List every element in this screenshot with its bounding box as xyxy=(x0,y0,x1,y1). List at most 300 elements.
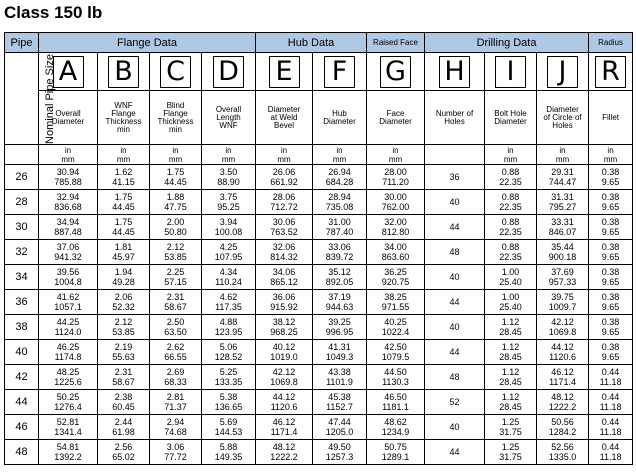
units-blank xyxy=(5,145,39,165)
pipe-size-cell: 48 xyxy=(5,440,39,465)
value-mm: 971.55 xyxy=(381,302,410,312)
unit-in: in xyxy=(559,145,566,155)
value-in: 30.06 xyxy=(272,217,296,227)
nominal-pipe-size-header xyxy=(5,53,56,145)
letter-box: B xyxy=(108,56,139,88)
value-in: 3.75 xyxy=(219,192,238,202)
cell-a xyxy=(39,415,98,440)
value-in: 0.38 xyxy=(601,242,620,252)
cell-d xyxy=(202,190,256,215)
value-mm: 123.95 xyxy=(214,327,243,337)
value-in: 2.25 xyxy=(166,267,185,277)
value-mm: 9.65 xyxy=(601,177,620,187)
unit-in: in xyxy=(64,145,72,155)
cell-i xyxy=(485,440,537,465)
value-in: 32.94 xyxy=(56,192,80,202)
value-in: 46.12 xyxy=(272,417,296,427)
value-mm: 25.40 xyxy=(499,277,522,287)
cell-a xyxy=(39,440,98,465)
value-mm: 63.50 xyxy=(164,327,187,337)
column-units-b xyxy=(98,145,150,165)
units-row xyxy=(5,145,633,165)
value-in: 5.06 xyxy=(219,342,238,352)
value-mm: 11.18 xyxy=(599,402,622,412)
value-mm: 28.45 xyxy=(499,327,522,337)
value-mm: 763.52 xyxy=(270,227,298,237)
value-mm: 68.33 xyxy=(164,377,187,387)
value-mm: 88.90 xyxy=(217,177,240,187)
cell-i xyxy=(485,240,537,265)
value-in: 40.25 xyxy=(384,317,407,327)
value-mm: 44.45 xyxy=(112,227,135,237)
cell-d xyxy=(202,415,256,440)
cell-r xyxy=(589,240,633,265)
unit-in: in xyxy=(120,145,127,155)
table-body xyxy=(5,33,633,465)
description-line: Overall xyxy=(55,108,81,118)
value-mm: 53.85 xyxy=(112,327,135,337)
value-in: 2.94 xyxy=(166,417,185,427)
description-line: Bolt Hole xyxy=(494,108,527,118)
value-in: 33.06 xyxy=(328,242,351,252)
cell-j xyxy=(537,390,589,415)
value-in: 4.25 xyxy=(219,242,238,252)
cell-r xyxy=(589,265,633,290)
cell-d xyxy=(202,165,256,190)
table-row xyxy=(5,215,633,240)
value-in: 1.81 xyxy=(114,242,133,252)
value-mm: 1392.2 xyxy=(54,452,82,462)
value-mm: 1222.2 xyxy=(548,402,577,412)
column-description-h xyxy=(425,91,485,145)
description-line: Diameter xyxy=(323,116,356,126)
cell-h: 36 xyxy=(425,165,485,190)
value-mm: 996.95 xyxy=(325,327,354,337)
value-in: 52.81 xyxy=(56,417,80,427)
description-row xyxy=(5,91,633,145)
description-line: Flange xyxy=(163,108,188,118)
cell-h: 44 xyxy=(425,440,485,465)
cell-d xyxy=(202,340,256,365)
value-in: 39.25 xyxy=(328,317,351,327)
cell-r xyxy=(589,340,633,365)
value-in: 30.94 xyxy=(56,167,80,177)
value-in: 0.38 xyxy=(601,192,620,202)
value-mm: 71.37 xyxy=(164,402,187,412)
column-description-e xyxy=(256,91,313,145)
column-units-r xyxy=(589,145,633,165)
value-in: 2.50 xyxy=(166,317,185,327)
unit-mm: mm xyxy=(503,154,518,164)
cell-r xyxy=(589,415,633,440)
value-mm: 1120.6 xyxy=(270,402,298,412)
letter-box: R xyxy=(595,56,626,88)
value-in: 0.38 xyxy=(601,167,620,177)
cell-j xyxy=(537,165,589,190)
pipe-size-cell: 44 xyxy=(5,390,39,415)
value-mm: 28.45 xyxy=(499,352,522,362)
cell-f xyxy=(313,415,367,440)
value-mm: 1181.1 xyxy=(382,402,409,412)
cell-i xyxy=(485,390,537,415)
value-mm: 31.75 xyxy=(499,427,522,437)
letter-row xyxy=(5,53,633,91)
value-mm: 1174.8 xyxy=(54,352,82,362)
table-row xyxy=(5,265,633,290)
value-in: 0.38 xyxy=(601,292,620,302)
value-in: 2.62 xyxy=(166,342,185,352)
cell-h: 40 xyxy=(425,315,485,340)
value-mm: 661.92 xyxy=(270,177,298,187)
cell-d xyxy=(202,215,256,240)
cell-c xyxy=(150,390,202,415)
column-units-j xyxy=(537,145,589,165)
cell-e xyxy=(256,165,313,190)
value-in: 35.12 xyxy=(328,267,351,277)
value-mm: 58.67 xyxy=(164,302,187,312)
description-line: Diameter xyxy=(379,116,412,126)
value-mm: 1101.9 xyxy=(326,377,353,387)
value-mm: 892.05 xyxy=(325,277,354,287)
pipe-size-cell: 34 xyxy=(5,265,39,290)
value-in: 3.50 xyxy=(219,167,238,177)
value-mm: 1124.0 xyxy=(54,327,82,337)
cell-f xyxy=(313,290,367,315)
value-mm: 9.65 xyxy=(601,202,620,212)
table-row xyxy=(5,440,633,465)
cell-b xyxy=(98,365,150,390)
value-in: 0.88 xyxy=(501,167,520,177)
cell-j xyxy=(537,415,589,440)
cell-g xyxy=(367,215,425,240)
description-line: of Circle of xyxy=(543,112,582,122)
value-mm: 9.65 xyxy=(601,327,620,337)
value-in: 42.12 xyxy=(551,317,574,327)
unit-mm: mm xyxy=(277,154,291,164)
letter-box: J xyxy=(547,56,578,88)
cell-g xyxy=(367,165,425,190)
value-mm: 1079.5 xyxy=(381,352,410,362)
value-mm: 25.40 xyxy=(499,302,522,312)
pipe-size-cell: 32 xyxy=(5,240,39,265)
unit-mm: mm xyxy=(555,154,570,164)
cell-g xyxy=(367,240,425,265)
column-units-d xyxy=(202,145,256,165)
value-mm: 11.18 xyxy=(599,377,622,387)
pipe-size-cell: 26 xyxy=(5,165,39,190)
cell-j xyxy=(537,265,589,290)
description-line: Flange xyxy=(111,108,136,118)
column-description-d xyxy=(202,91,256,145)
cell-d xyxy=(202,390,256,415)
cell-d xyxy=(202,240,256,265)
unit-in: in xyxy=(392,145,399,155)
cell-b xyxy=(98,315,150,340)
value-in: 1.25 xyxy=(501,417,520,427)
value-mm: 11.18 xyxy=(599,427,622,437)
value-mm: 785.88 xyxy=(54,177,82,187)
cell-c xyxy=(150,340,202,365)
value-in: 46.12 xyxy=(551,367,574,377)
letter-box: H xyxy=(439,56,470,88)
letter-box: I xyxy=(495,56,526,88)
value-mm: 41.15 xyxy=(112,177,135,187)
cell-i xyxy=(485,340,537,365)
value-in: 5.88 xyxy=(219,442,238,452)
value-mm: 55.63 xyxy=(112,352,135,362)
value-mm: 9.65 xyxy=(601,352,620,362)
value-mm: 735.08 xyxy=(325,202,354,212)
cell-j xyxy=(537,290,589,315)
description-line: Diameter xyxy=(267,104,301,114)
cell-r xyxy=(589,365,633,390)
value-mm: 9.65 xyxy=(601,302,620,312)
cell-e xyxy=(256,440,313,465)
column-letter-i xyxy=(485,53,537,91)
cell-j xyxy=(537,240,589,265)
column-letter-r xyxy=(589,53,633,91)
description-line: Hub xyxy=(332,108,347,118)
column-letter-j xyxy=(537,53,589,91)
description-line: WNF xyxy=(219,120,238,130)
group-raised-face: Raised Face xyxy=(367,33,425,53)
value-in: 48.12 xyxy=(272,442,296,452)
value-mm: 117.35 xyxy=(215,302,242,312)
value-mm: 133.35 xyxy=(214,377,243,387)
cell-f xyxy=(313,340,367,365)
value-in: 26.94 xyxy=(328,167,351,177)
description-line: Diameter xyxy=(51,116,85,126)
value-mm: 22.35 xyxy=(499,177,522,187)
cell-a xyxy=(39,190,98,215)
value-in: 1.75 xyxy=(114,217,133,227)
column-units-e xyxy=(256,145,313,165)
table-row xyxy=(5,165,633,190)
value-mm: 839.72 xyxy=(325,252,354,262)
value-in: 50.25 xyxy=(56,392,80,402)
cell-j xyxy=(537,440,589,465)
cell-r xyxy=(589,290,633,315)
value-mm: 836.68 xyxy=(54,202,82,212)
cell-h: 40 xyxy=(425,265,485,290)
value-in: 1.00 xyxy=(501,292,520,302)
value-mm: 795.27 xyxy=(548,202,577,212)
column-letter-h xyxy=(425,53,485,91)
value-in: 37.06 xyxy=(56,242,80,252)
value-mm: 941.32 xyxy=(54,252,82,262)
cell-b xyxy=(98,390,150,415)
pipe-size-cell: 46 xyxy=(5,415,39,440)
value-in: 44.50 xyxy=(384,367,407,377)
cell-a xyxy=(39,390,98,415)
nominal-pipe-size-label: Nominal Pipe Size xyxy=(43,53,56,144)
cell-b xyxy=(98,190,150,215)
cell-a xyxy=(39,290,98,315)
value-in: 30.00 xyxy=(384,192,407,202)
cell-i xyxy=(485,215,537,240)
table-row xyxy=(5,315,633,340)
value-mm: 915.92 xyxy=(270,302,298,312)
description-line: Length xyxy=(216,112,241,122)
value-in: 0.44 xyxy=(601,417,620,427)
value-mm: 1222.2 xyxy=(270,452,298,462)
cell-b xyxy=(98,265,150,290)
value-mm: 1257.3 xyxy=(325,452,354,462)
value-in: 36.06 xyxy=(272,292,296,302)
value-mm: 1171.4 xyxy=(270,427,298,437)
cell-j xyxy=(537,315,589,340)
value-in: 0.44 xyxy=(601,367,620,377)
description-line: Blind xyxy=(166,100,185,110)
value-in: 36.25 xyxy=(384,267,407,277)
cell-g xyxy=(367,365,425,390)
cell-g xyxy=(367,390,425,415)
value-in: 38.12 xyxy=(272,317,296,327)
cell-i xyxy=(485,315,537,340)
letter-box: A xyxy=(53,56,84,88)
flange-spec-table xyxy=(4,32,633,465)
value-in: 33.31 xyxy=(551,217,574,227)
value-mm: 920.75 xyxy=(381,277,410,287)
value-in: 0.38 xyxy=(601,217,620,227)
cell-r xyxy=(589,190,633,215)
cell-a xyxy=(39,215,98,240)
value-in: 4.62 xyxy=(219,292,238,302)
cell-b xyxy=(98,415,150,440)
cell-b xyxy=(98,440,150,465)
value-mm: 968.25 xyxy=(270,327,298,337)
value-mm: 44.45 xyxy=(112,202,135,212)
table-row xyxy=(5,240,633,265)
cell-g xyxy=(367,290,425,315)
pipe-size-cell: 40 xyxy=(5,340,39,365)
cell-i xyxy=(485,165,537,190)
value-in: 28.06 xyxy=(272,192,296,202)
description-line: Holes xyxy=(552,120,573,130)
value-mm: 57.15 xyxy=(164,277,187,287)
value-mm: 1049.3 xyxy=(325,352,354,362)
value-in: 2.69 xyxy=(166,367,185,377)
value-mm: 684.28 xyxy=(325,177,354,187)
description-line: Overall xyxy=(215,104,242,114)
value-in: 35.44 xyxy=(551,242,574,252)
cell-a xyxy=(39,365,98,390)
pipe-size-cell: 42 xyxy=(5,365,39,390)
unit-mm: mm xyxy=(388,154,403,164)
value-in: 4.88 xyxy=(219,317,238,327)
description-line: Thickness xyxy=(105,116,142,126)
description-line: Holes xyxy=(444,116,465,126)
cell-a xyxy=(39,315,98,340)
cell-a xyxy=(39,240,98,265)
cell-d xyxy=(202,440,256,465)
letter-box: C xyxy=(160,56,191,88)
cell-f xyxy=(313,240,367,265)
unit-mm: mm xyxy=(168,154,183,164)
value-in: 2.12 xyxy=(166,242,185,252)
cell-c xyxy=(150,165,202,190)
value-in: 37.69 xyxy=(551,267,574,277)
value-in: 44.12 xyxy=(272,392,296,402)
value-mm: 1284.2 xyxy=(548,427,577,437)
value-mm: 9.65 xyxy=(601,227,620,237)
value-mm: 65.02 xyxy=(112,452,135,462)
value-mm: 944.63 xyxy=(325,302,354,312)
cell-j xyxy=(537,365,589,390)
value-in: 34.06 xyxy=(272,267,296,277)
cell-b xyxy=(98,290,150,315)
value-in: 44.25 xyxy=(56,317,80,327)
column-description-g xyxy=(367,91,425,145)
letter-box: F xyxy=(324,56,355,88)
cell-f xyxy=(313,440,367,465)
value-in: 48.62 xyxy=(384,417,407,427)
value-in: 34.00 xyxy=(384,242,407,252)
cell-g xyxy=(367,415,425,440)
cell-i xyxy=(485,190,537,215)
cell-f xyxy=(313,390,367,415)
cell-r xyxy=(589,390,633,415)
value-in: 31.31 xyxy=(551,192,574,202)
cell-r xyxy=(589,315,633,340)
description-line: Diameter xyxy=(494,116,527,126)
cell-h: 44 xyxy=(425,215,485,240)
value-in: 38.25 xyxy=(384,292,407,302)
value-in: 47.44 xyxy=(328,417,351,427)
value-mm: 1171.4 xyxy=(549,377,576,387)
cell-j xyxy=(537,190,589,215)
column-units-h xyxy=(425,145,485,165)
column-letter-f xyxy=(313,53,367,91)
value-in: 0.88 xyxy=(501,217,520,227)
cell-g xyxy=(367,190,425,215)
cell-e xyxy=(256,415,313,440)
cell-f xyxy=(313,315,367,340)
pipe-size-cell: 38 xyxy=(5,315,39,340)
value-in: 3.06 xyxy=(166,442,185,452)
value-mm: 887.48 xyxy=(54,227,82,237)
value-mm: 50.80 xyxy=(164,227,187,237)
value-mm: 762.00 xyxy=(381,202,410,212)
value-mm: 58.67 xyxy=(112,377,135,387)
cell-a xyxy=(39,265,98,290)
cell-f xyxy=(313,265,367,290)
cell-i xyxy=(485,265,537,290)
value-mm: 61.98 xyxy=(112,427,135,437)
value-mm: 1120.6 xyxy=(549,352,576,362)
cell-d xyxy=(202,315,256,340)
value-in: 39.56 xyxy=(56,267,80,277)
unit-mm: mm xyxy=(332,154,347,164)
value-in: 44.12 xyxy=(551,342,574,352)
cell-r xyxy=(589,215,633,240)
cell-b xyxy=(98,340,150,365)
value-in: 5.38 xyxy=(219,392,238,402)
cell-h: 48 xyxy=(425,240,485,265)
value-mm: 149.35 xyxy=(214,452,243,462)
group-hub-data: Hub Data xyxy=(256,33,367,53)
table-row xyxy=(5,415,633,440)
value-mm: 1152.7 xyxy=(326,402,353,412)
value-mm: 128.52 xyxy=(214,352,243,362)
value-mm: 1234.9 xyxy=(381,427,410,437)
value-in: 1.12 xyxy=(501,317,520,327)
value-in: 5.69 xyxy=(219,417,238,427)
cell-r xyxy=(589,165,633,190)
value-in: 2.19 xyxy=(114,342,133,352)
column-description-r xyxy=(589,91,633,145)
column-letter-b xyxy=(98,53,150,91)
